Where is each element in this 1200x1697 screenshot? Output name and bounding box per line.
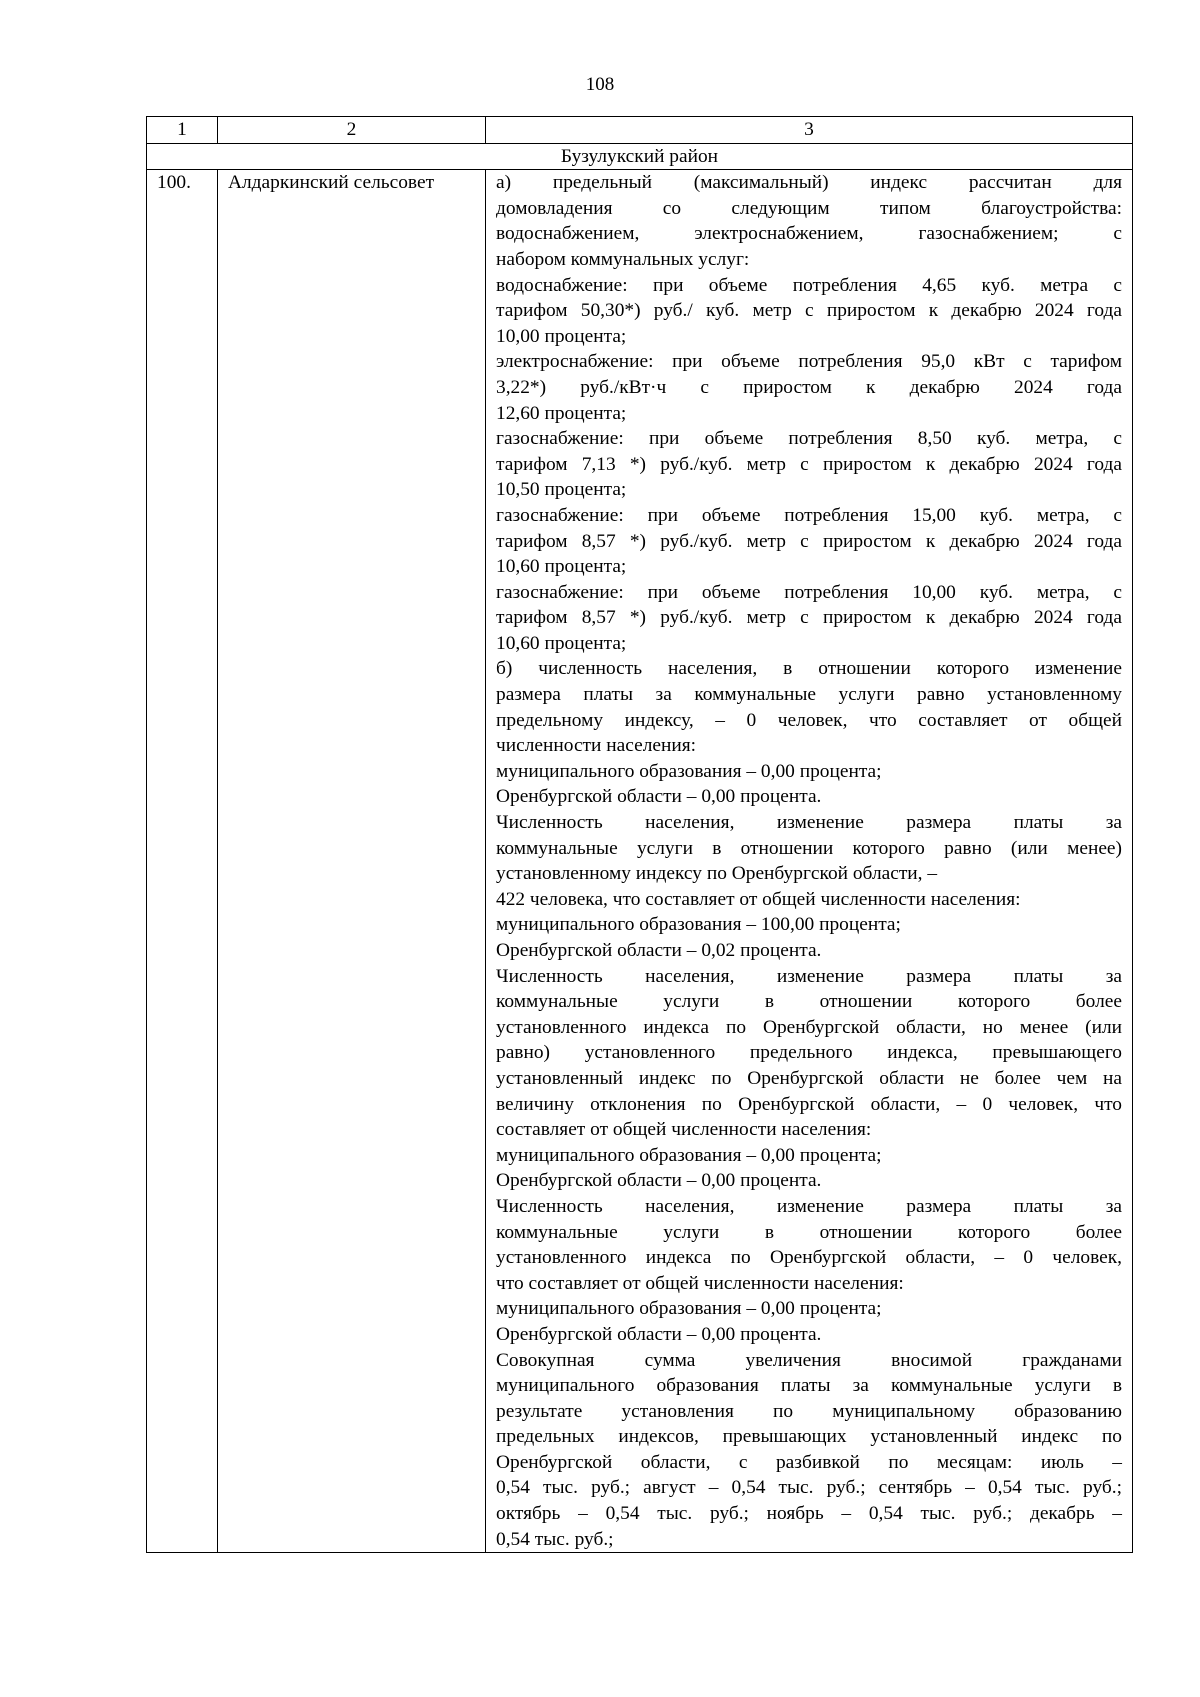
district-row [147,143,1133,170]
column-header-1: 1 [147,117,218,144]
description-line: установленного индекса по Оренбургской области, но менее (или [496,1016,1122,1038]
page-number: 108 [585,74,615,95]
description-line: 10,50 процента; [496,479,627,501]
description-line: муниципального образования платы за коммунальные услуги в [496,1375,1122,1397]
column-header-3: 3 [486,117,1133,144]
description-line: Совокупная сумма увеличения вносимой гражданами [496,1349,1122,1371]
description-line: 0,54 тыс. руб.; август – 0,54 тыс. руб.; сентябрь – 0,54 тыс. руб.; [496,1477,1122,1499]
description-line: коммунальные услуги в отношении которого равно (или менее) [496,837,1122,859]
description-line: коммунальные услуги в отношении которого более [496,991,1122,1013]
description-line: домовладения со следующим типом благоустройства: [496,197,1122,219]
description-line: водоснабжение: при объеме потребления 4,65 куб. метра с [496,274,1122,296]
description-line: газоснабжение: при объеме потребления 8,50 куб. метра, с [496,428,1122,450]
description-line: муниципального образования – 0,00 процента; [496,1144,882,1166]
description-line: тарифом 50,30*) руб./ куб. метр с приростом к декабрю 2024 года [496,300,1122,322]
description-line: 10,00 процента; [496,325,627,347]
description-line: б) численность населения, в отношении которого изменение [496,658,1122,680]
description-line: Численность населения, изменение размера платы за [496,965,1122,987]
description-line: предельных индексов, превышающих установленный индекс по [496,1426,1122,1448]
description-line: результате установления по муниципальному образованию [496,1400,1122,1422]
table-header-row [147,117,1133,144]
description-line: а) предельный (максимальный) индекс рассчитан для [496,172,1122,194]
description-line: газоснабжение: при объеме потребления 10,00 куб. метра, с [496,581,1122,603]
table-row [147,170,1133,1553]
description-line: октябрь – 0,54 тыс. руб.; ноябрь – 0,54 тыс. руб.; декабрь – [496,1503,1122,1525]
description-line: Оренбургской области – 0,00 процента. [496,786,822,808]
description-line: предельному индексу, – 0 человек, что составляет от общей [496,709,1122,731]
description-line: муниципального образования – 100,00 процента; [496,914,901,936]
description-line: размера платы за коммунальные услуги равно установленному [496,684,1122,706]
tariff-table [146,116,1133,1553]
description-line: коммунальные услуги в отношении которого более [496,1221,1122,1243]
description-line: Численность населения, изменение размера платы за [496,812,1122,834]
description-line: газоснабжение: при объеме потребления 15,00 куб. метра, с [496,504,1122,526]
description-line: Оренбургской области – 0,00 процента. [496,1170,822,1192]
description-line: 0,54 тыс. руб.; [496,1528,614,1550]
description-line: величину отклонения по Оренбургской области, – 0 человек, что [496,1093,1122,1115]
description-line: тарифом 7,13 *) руб./куб. метр с приростом к декабрю 2024 года [496,453,1122,475]
description-line: 3,22*) руб./кВт·ч с приростом к декабрю 2024 года [496,376,1122,398]
description-line: равно) установленного предельного индекса, превышающего [496,1042,1122,1064]
description-line: установленному индексу по Оренбургской области, – [496,863,938,885]
description-line: Численность населения, изменение размера платы за [496,1195,1122,1217]
description-line: Оренбургской области, с разбивкой по месяцам: июль – [496,1451,1122,1473]
description-line: водоснабжением, электроснабжением, газоснабжением; с [496,223,1122,245]
column-header-2: 2 [218,117,486,144]
district-name: Бузулукский район [147,143,1133,170]
description-line: набором коммунальных услуг: [496,248,750,270]
row-settlement-name: Алдаркинский сельсовет [218,170,486,1553]
description-line: 12,60 процента; [496,402,627,424]
description-line: Оренбургской области – 0,02 процента. [496,940,822,961]
description-line: Оренбургской области – 0,00 процента. [496,1323,822,1345]
description-line: муниципального образования – 0,00 процента; [496,1298,882,1320]
description-line: 422 человека, что составляет от общей численности населения: [496,888,1021,910]
description-line: установленный индекс по Оренбургской области не более чем на [496,1067,1122,1089]
description-line: 10,60 процента; [496,632,627,654]
description-line: электроснабжение: при объеме потребления 95,0 кВт с тарифом [496,351,1122,373]
description-line: тарифом 8,57 *) руб./куб. метр с приростом к декабрю 2024 года [496,530,1122,552]
description-line: что составляет от общей численности населения: [496,1272,904,1294]
description-line: установленного индекса по Оренбургской области, – 0 человек, [496,1247,1122,1269]
description-line: тарифом 8,57 *) руб./куб. метр с приростом к декабрю 2024 года [496,607,1122,629]
row-number: 100. [147,170,218,1553]
row-description [486,170,1133,1553]
description-line: 10,60 процента; [496,556,627,578]
description-line: численности населения: [496,735,697,757]
description-line: муниципального образования – 0,00 процента; [496,760,882,782]
description-line: составляет от общей численности населения: [496,1119,872,1141]
